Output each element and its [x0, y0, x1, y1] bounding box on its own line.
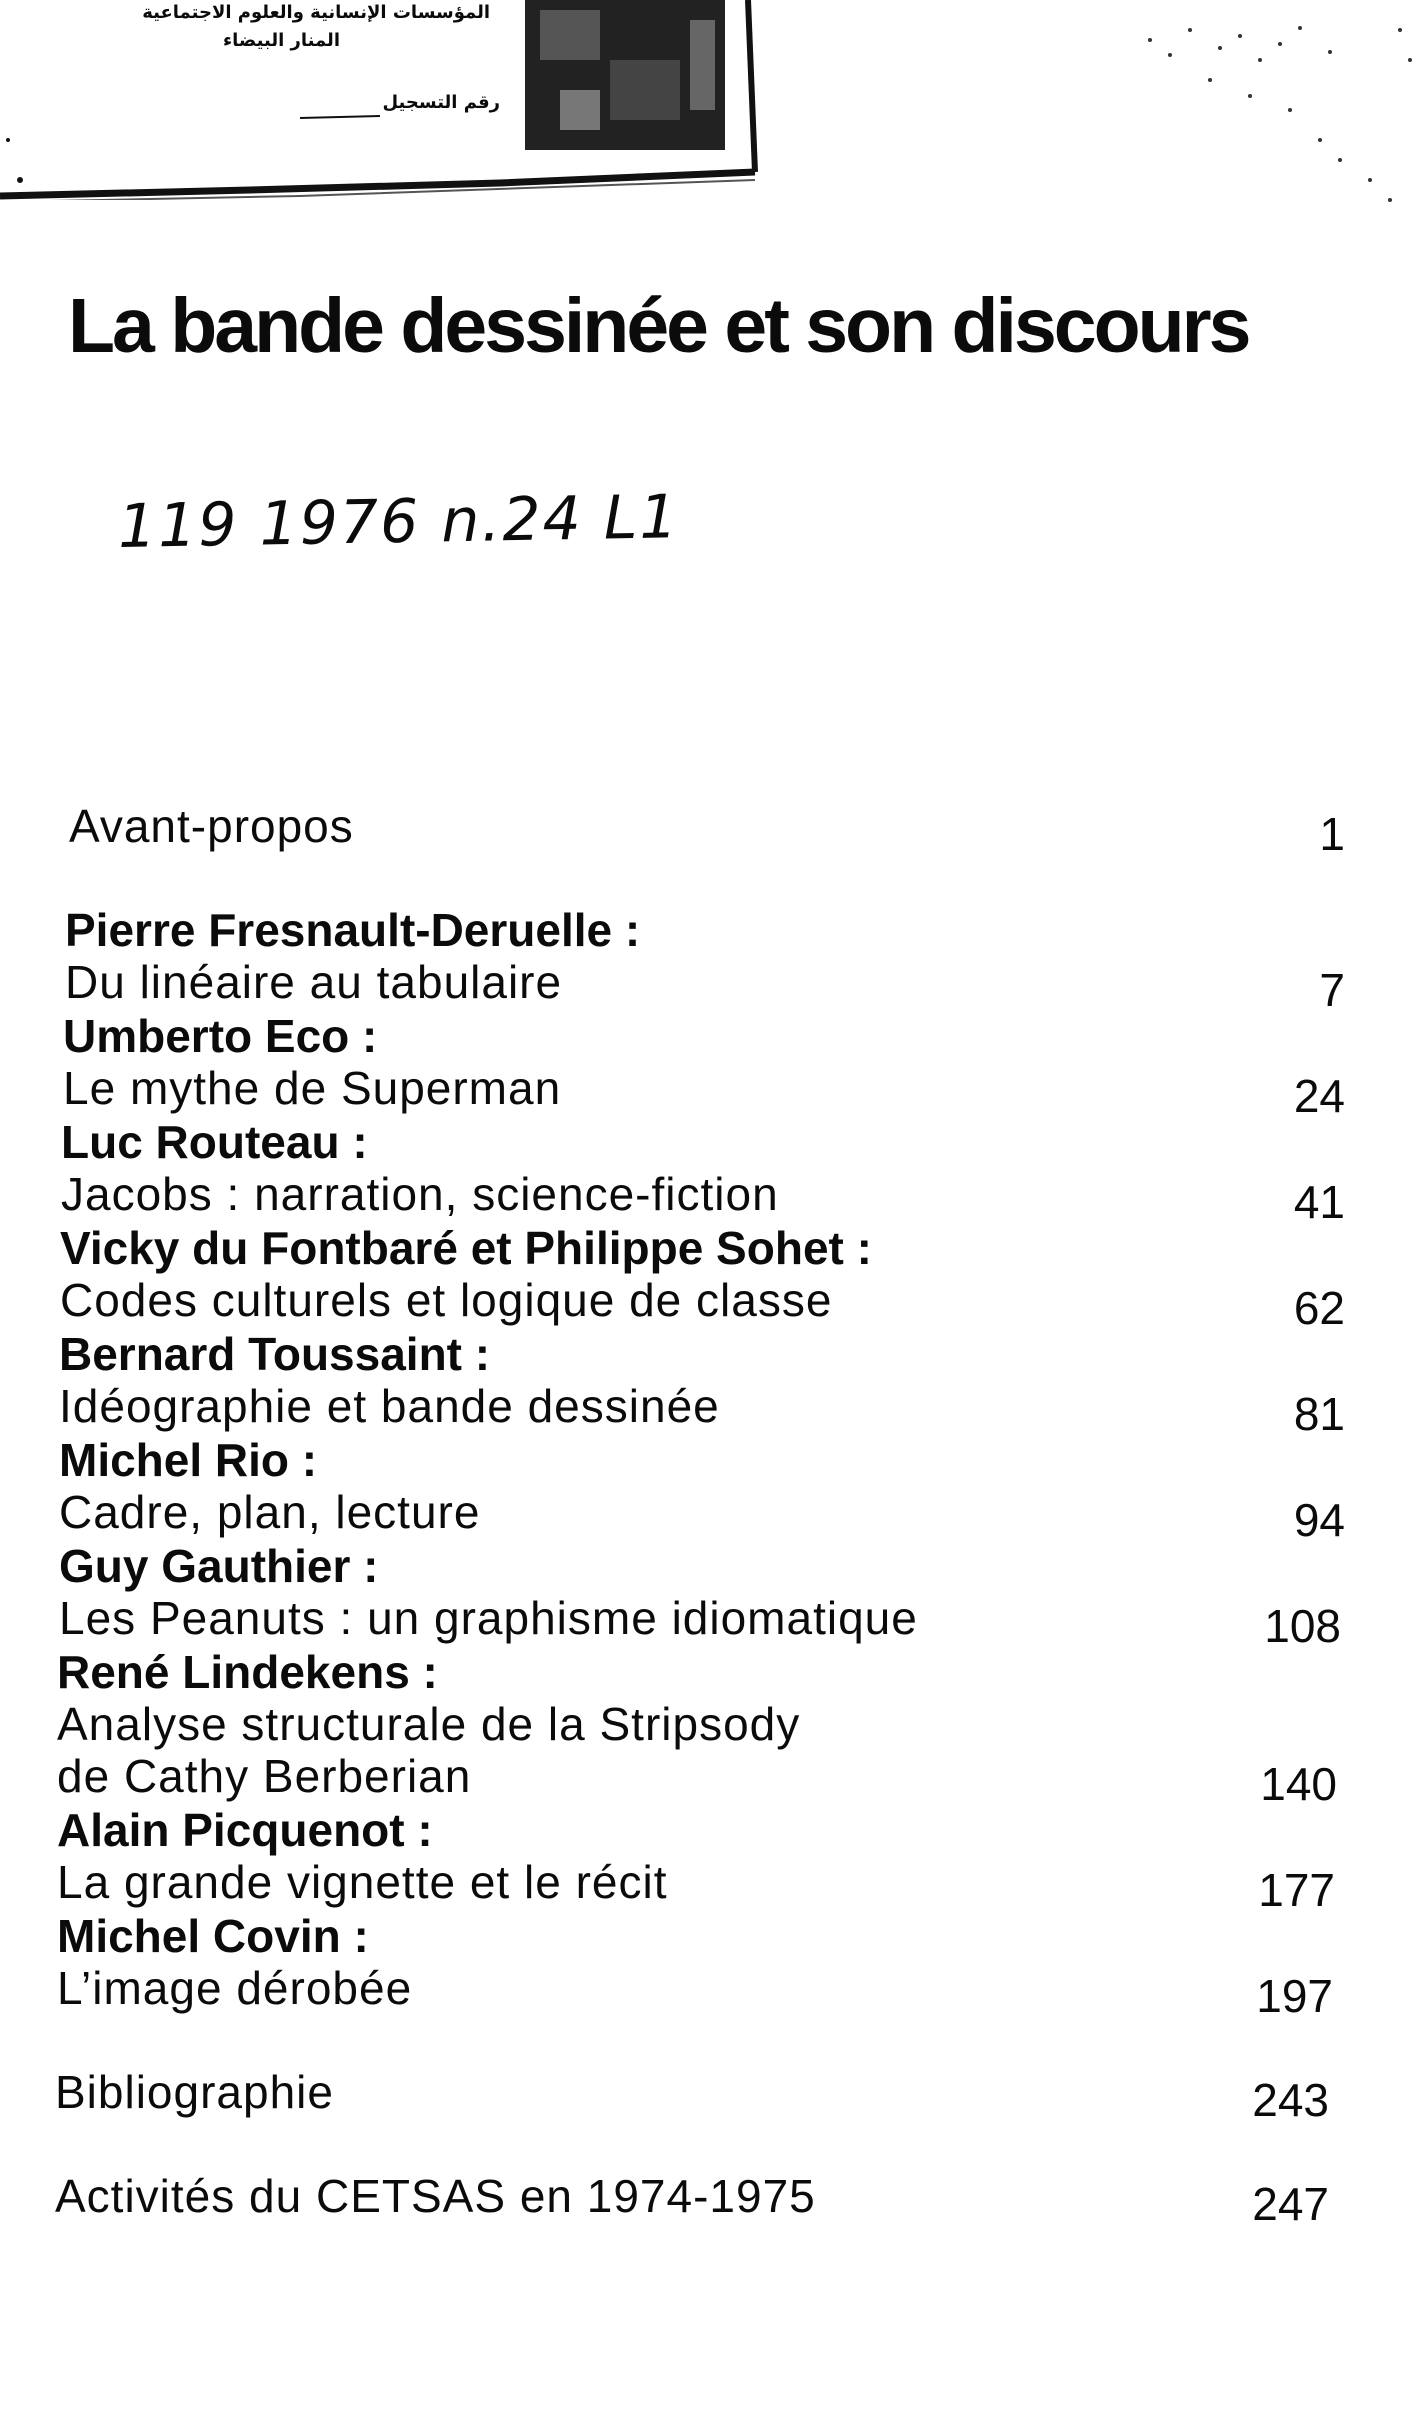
toc-entry-author: Umberto Eco :	[63, 1010, 378, 1062]
toc-entry-avant-propos	[69, 800, 1359, 860]
toc-entry-page: 140	[1260, 1758, 1337, 1810]
toc-entry-page: 243	[1252, 2074, 1329, 2126]
toc-entry	[57, 1910, 1347, 2022]
toc-entry-page: 94	[1293, 1494, 1345, 1546]
handwritten-shelfmark: 119 1976 n.24 L1	[117, 482, 681, 562]
toc-entry-title: L’image dérobée	[57, 1962, 413, 2014]
toc-entry-title: La grande vignette et le récit	[57, 1856, 668, 1908]
toc-entry-page: 1	[1319, 808, 1345, 860]
toc-entry-title: Activités du CETSAS en 1974-1975	[55, 2170, 816, 2222]
stamp-line-1: المؤسسات الإنسانية والعلوم الاجتماعية	[142, 2, 490, 23]
toc-entry-title: Bibliographie	[55, 2066, 334, 2118]
toc-entry-page: 247	[1252, 2178, 1329, 2230]
toc-entry	[57, 1646, 1347, 1810]
toc-entry-author: Michel Covin :	[57, 1910, 369, 1962]
toc-entry-author: Guy Gauthier :	[59, 1540, 379, 1592]
stamp-line-3: رقم التسجيل	[382, 92, 500, 113]
scan-noise	[1090, 0, 1428, 240]
toc-entry-title-line-2: de Cathy Berberian	[57, 1750, 472, 1802]
toc-entry-title-line-1: Analyse structurale de la Stripsody	[57, 1698, 801, 1750]
toc-entry-page: 108	[1264, 1600, 1341, 1652]
toc-entry-page: 81	[1293, 1388, 1345, 1440]
table-of-contents	[55, 800, 1345, 2230]
toc-entry-title: Avant-propos	[69, 800, 354, 852]
stamp-line-2: المنار البيضاء	[222, 30, 340, 51]
toc-entry-page: 177	[1258, 1864, 1335, 1916]
toc-entry-author: Bernard Toussaint :	[59, 1328, 491, 1380]
page-title: La bande dessinée et son discours	[68, 283, 1249, 369]
toc-entry-author: Luc Routeau :	[61, 1116, 368, 1168]
toc-entry-page: 197	[1256, 1970, 1333, 2022]
toc-entry-title: Codes culturels et logique de classe	[60, 1274, 833, 1326]
toc-entry	[60, 1222, 1350, 1334]
toc-entry-page: 41	[1293, 1176, 1345, 1228]
toc-entry-page: 7	[1319, 964, 1345, 1016]
toc-entry	[63, 1010, 1353, 1122]
toc-entry-page: 62	[1293, 1282, 1345, 1334]
toc-entry-title: Les Peanuts : un graphisme idiomatique	[59, 1592, 918, 1644]
toc-entry-author: Michel Rio :	[59, 1434, 318, 1486]
toc-entry-author: Alain Picquenot :	[57, 1804, 433, 1856]
toc-entry-title: Cadre, plan, lecture	[59, 1486, 481, 1538]
toc-entry	[65, 904, 1355, 1016]
toc-entry-title: Du linéaire au tabulaire	[65, 956, 563, 1008]
toc-entry-title: Idéographie et bande dessinée	[59, 1380, 720, 1432]
toc-entry-page: 24	[1293, 1070, 1345, 1122]
toc-entry-title: Le mythe de Superman	[63, 1062, 562, 1114]
toc-entry	[57, 1804, 1347, 1916]
toc-entry-author: Vicky du Fontbaré et Philippe Sohet :	[60, 1222, 872, 1274]
toc-entry-author: Pierre Fresnault-Deruelle :	[65, 904, 641, 956]
toc-entry	[61, 1116, 1351, 1228]
toc-entry-activites	[55, 2170, 1345, 2230]
library-stamp-graphic	[0, 0, 762, 200]
toc-entry	[59, 1434, 1349, 1546]
toc-entry-bibliographie	[55, 2066, 1345, 2126]
toc-entry-title: Jacobs : narration, science-fiction	[61, 1168, 779, 1220]
toc-entry-author: René Lindekens :	[57, 1646, 438, 1698]
toc-entry	[59, 1328, 1349, 1440]
toc-entry	[59, 1540, 1349, 1652]
library-stamp	[0, 0, 762, 200]
